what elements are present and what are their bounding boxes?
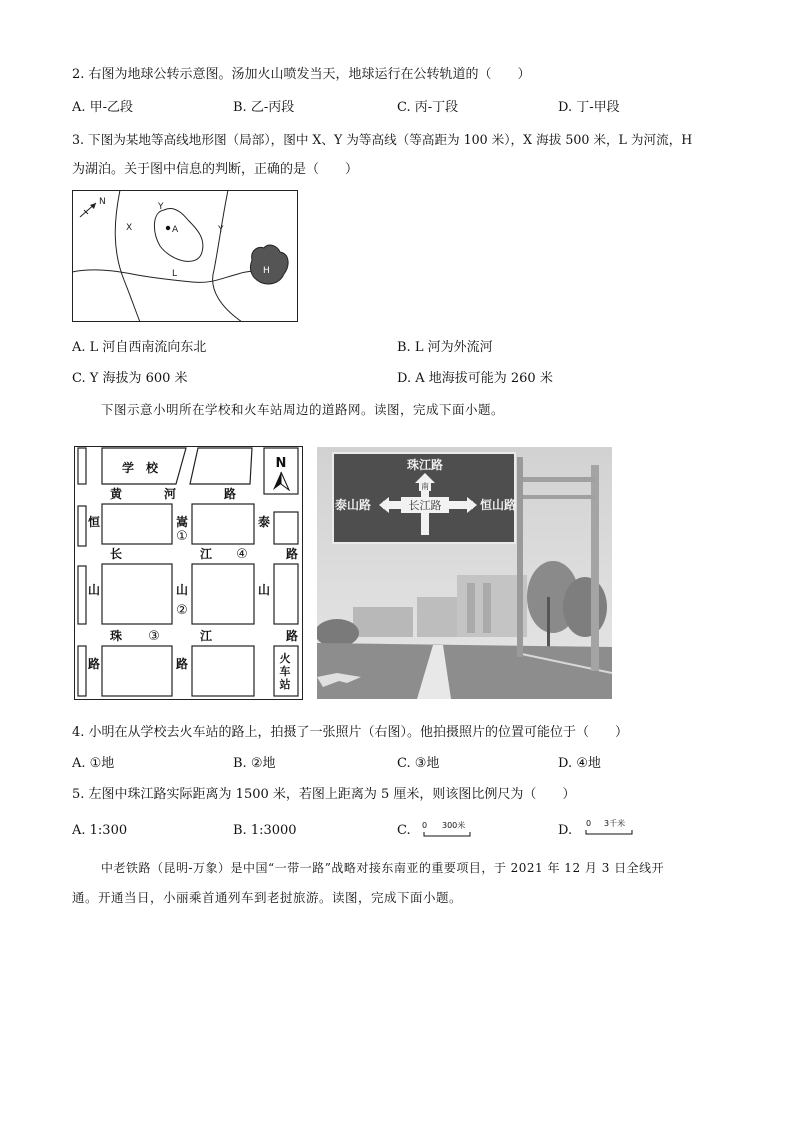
contour-y-label-top: Y [158,202,164,212]
intro-2-line1: 中老铁路（昆明-万象）是中国“一带一路”战略对接东南亚的重要项目，于 2021 年 12 月 3 日全线开 [101,861,665,875]
sign-east-mark: 东 [389,501,397,510]
q2-option-c: C. 丙-丁段 [397,100,459,115]
north-label: N [99,197,106,207]
marker-1: ① [176,529,188,544]
taishan-road-char-1: 泰 [257,515,271,529]
hengshan-road-char-1: 恒 [87,515,101,529]
point-a-label: A [172,225,179,235]
sign-west-mark: 西 [453,501,461,510]
huanghe-road-char-3: 路 [223,487,237,501]
q4-stem: 4. 小明在从学校去火车站的路上，拍摄了一张照片（右图）。他拍摄照片的位置可能位于（ ） [72,725,629,740]
sign-south-mark: 南 [421,482,429,491]
zhujiang-road-char-2: 江 [199,629,213,643]
north-label: N [275,456,287,471]
river-l-label: L [172,269,178,279]
q5-option-a: A. 1:300 [72,823,128,838]
zhujiang-road-char-3: 路 [285,629,299,643]
intro-2-line2: 通。开通当日，小丽乘首通列车到老挝旅游。读图，完成下面小题。 [72,890,463,905]
q3-option-a: A. L 河自西南流向东北 [72,340,207,355]
zhujiang-road-char-1: 珠 [109,629,123,643]
station-char-1: 火 [279,652,291,665]
q3-stem-line1: 3. 下图为某地等高线地形图（局部），图中 X、Y 为等高线（等高距为 100 米），X 海拔 500 米，L 为河流，H [72,132,693,147]
q5-option-b: B. 1:3000 [233,823,297,838]
contour-map [72,190,298,322]
huanghe-road-char-2: 河 [163,487,177,501]
sign-right-road: 恒山路 [479,498,517,512]
hengshan-road-char-2: 山 [87,583,101,597]
q3-option-b: B. L 河为外流河 [397,340,493,355]
road-sign-photo [317,447,612,699]
hengshan-road-char-3: 路 [87,657,101,671]
q3-option-c: C. Y 海拔为 600 米 [72,371,188,386]
station-char-3: 站 [279,678,291,691]
sign-center-road: 长江路 [408,499,442,512]
scale-bar-d [580,816,640,838]
q2-option-b: B. 乙-丙段 [233,100,295,115]
scale-c-label: 300米 [442,821,466,830]
station-char-2: 车 [279,665,291,678]
q4-option-b: B. ②地 [233,756,276,771]
q3-stem-line2: 为湖泊。关于图中信息的判断，正确的是（ ） [72,162,359,177]
q4-option-c: C. ③地 [397,756,440,771]
school-label: 学 校 [121,461,159,475]
huanghe-road-char-1: 黄 [109,487,123,501]
q5-option-d: D. [558,823,573,838]
scale-d-zero: 0 [586,819,592,828]
taishan-road-char-2: 山 [257,583,271,597]
q2-stem: 2. 右图为地球公转示意图。汤加火山喷发当天，地球运行在公转轨道的（ ） [72,67,531,82]
marker-2: ② [176,603,188,618]
point-a [166,226,170,230]
q4-option-d: D. ④地 [558,756,601,771]
q4-option-a: A. ①地 [72,756,115,771]
q2-option-d: D. 丁-甲段 [558,100,620,115]
sign-top-road: 珠江路 [406,458,444,472]
songshan-road-char-1: 嵩 [175,515,189,529]
taishan-road-char-3: 路 [285,547,299,561]
marker-3: ③ [148,629,160,644]
contour-x-label: X [126,223,133,233]
contour-y-label-right: Y [218,225,224,235]
scale-bar-c [418,818,478,840]
changjiang-road-char-2: 江 [199,547,213,561]
marker-4: ④ [236,547,248,562]
sign-left-road: 泰山路 [334,498,372,512]
scale-c-zero: 0 [422,821,428,830]
scale-d-label: 3千米 [604,819,626,828]
q2-option-a: A. 甲-乙段 [72,100,134,115]
q3-option-d: D. A 地海拔可能为 260 米 [397,371,553,386]
songshan-road-char-2: 山 [175,583,189,597]
songshan-road-char-3: 路 [175,657,189,671]
q5-option-c: C. [397,823,411,838]
intro-1: 下图示意小明所在学校和火车站周边的道路网。读图，完成下面小题。 [101,402,505,417]
lake-h-label: H [263,266,270,276]
q5-stem: 5. 左图中珠江路实际距离为 1500 米，若图上距离为 5 厘米，则该图比例尺为（ ） [72,787,576,802]
changjiang-road-char-1: 长 [109,547,123,561]
road-network-map [74,446,303,700]
